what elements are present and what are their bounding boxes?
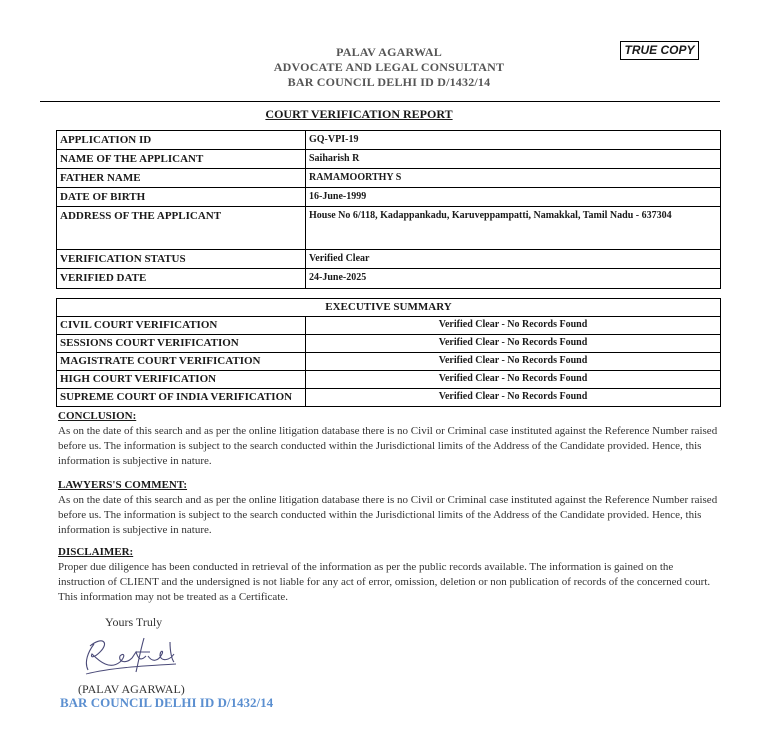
table-row <box>57 188 721 207</box>
table-row <box>57 131 721 150</box>
court-label: SESSIONS COURT VERIFICATION <box>57 335 306 353</box>
lawyer-comment-section <box>58 478 718 538</box>
field-value: 24-June-2025 <box>306 269 721 289</box>
field-label: NAME OF THE APPLICANT <box>57 150 306 169</box>
field-value: Verified Clear <box>306 250 721 269</box>
court-label: MAGISTRATE COURT VERIFICATION <box>57 353 306 371</box>
header-divider <box>40 101 720 102</box>
summary-title: EXECUTIVE SUMMARY <box>57 299 721 317</box>
court-result: Verified Clear - No Records Found <box>306 371 721 389</box>
disclaimer-section <box>58 545 718 605</box>
field-value: House No 6/118, Kadappankadu, Karuveppampatti, Namakkal, Tamil Nadu - 637304 <box>306 207 721 250</box>
field-label: VERIFIED DATE <box>57 269 306 289</box>
field-label: VERIFICATION STATUS <box>57 250 306 269</box>
field-label: FATHER NAME <box>57 169 306 188</box>
court-label: CIVIL COURT VERIFICATION <box>57 317 306 335</box>
field-label: DATE OF BIRTH <box>57 188 306 207</box>
applicant-info-table <box>56 130 721 289</box>
conclusion-section <box>58 409 718 469</box>
executive-summary-table <box>56 298 721 407</box>
signatory-bar-id: BAR COUNCIL DELHI ID D/1432/14 <box>60 695 274 710</box>
table-row <box>57 371 721 389</box>
lawyer-comment-text: As on the date of this search and as per the online litigation database there is no Civil or Criminal case instituted against the Reference Number raised before us. The information is subject to the search conducted within the Jurisdictional limits of the Address of the Candidate provided. Hence, this information is subjective in nature. <box>58 494 718 536</box>
advocate-bar-id: BAR COUNCIL DELHI ID D/1432/14 <box>287 75 491 89</box>
field-value: RAMAMOORTHY S <box>306 169 721 188</box>
table-row <box>57 150 721 169</box>
table-row <box>57 335 721 353</box>
advocate-title: ADVOCATE AND LEGAL CONSULTANT <box>273 60 505 74</box>
table-row <box>57 269 721 289</box>
table-row <box>57 169 721 188</box>
signature-image <box>80 632 180 678</box>
table-row <box>57 317 721 335</box>
conclusion-text: As on the date of this search and as per the online litigation database there is no Civil or Criminal case instituted against the Reference Number raised before us. The information is subject to the search conducted within the Jurisdictional limits of the Address of the Candidate provided. Hence, this information is subjective in nature. <box>58 425 718 467</box>
report-title: COURT VERIFICATION REPORT <box>265 107 453 121</box>
table-row <box>57 389 721 407</box>
court-result: Verified Clear - No Records Found <box>306 317 721 335</box>
court-label: HIGH COURT VERIFICATION <box>57 371 306 389</box>
court-result: Verified Clear - No Records Found <box>306 389 721 407</box>
closing-text: Yours Truly <box>105 615 163 629</box>
field-value: Saiharish R <box>306 150 721 169</box>
court-result: Verified Clear - No Records Found <box>306 335 721 353</box>
signatory-name: (PALAV AGARWAL) <box>78 682 185 696</box>
advocate-name: PALAV AGARWAL <box>336 45 442 59</box>
court-result: Verified Clear - No Records Found <box>306 353 721 371</box>
court-label: SUPREME COURT OF INDIA VERIFICATION <box>57 389 306 407</box>
field-label: APPLICATION ID <box>57 131 306 150</box>
table-row <box>57 299 721 317</box>
lawyer-comment-heading: LAWYERS'S COMMENT: <box>58 479 188 491</box>
conclusion-heading: CONCLUSION: <box>58 410 137 422</box>
true-copy-stamp: TRUE COPY <box>620 41 699 60</box>
field-value: GQ-VPI-19 <box>306 131 721 150</box>
field-value: 16-June-1999 <box>306 188 721 207</box>
table-row <box>57 353 721 371</box>
table-row <box>57 207 721 250</box>
disclaimer-text: Proper due diligence has been conducted in retrieval of the information as per the public records available. The information is gained on the instruction of CLIENT and the undersigned is not liable for any act of error, omission, deletion or non publication of records of the concerned court. This information may not be treated as a Certificate. <box>58 561 711 603</box>
field-label: ADDRESS OF THE APPLICANT <box>57 207 306 250</box>
disclaimer-heading: DISCLAIMER: <box>58 546 134 558</box>
table-row <box>57 250 721 269</box>
